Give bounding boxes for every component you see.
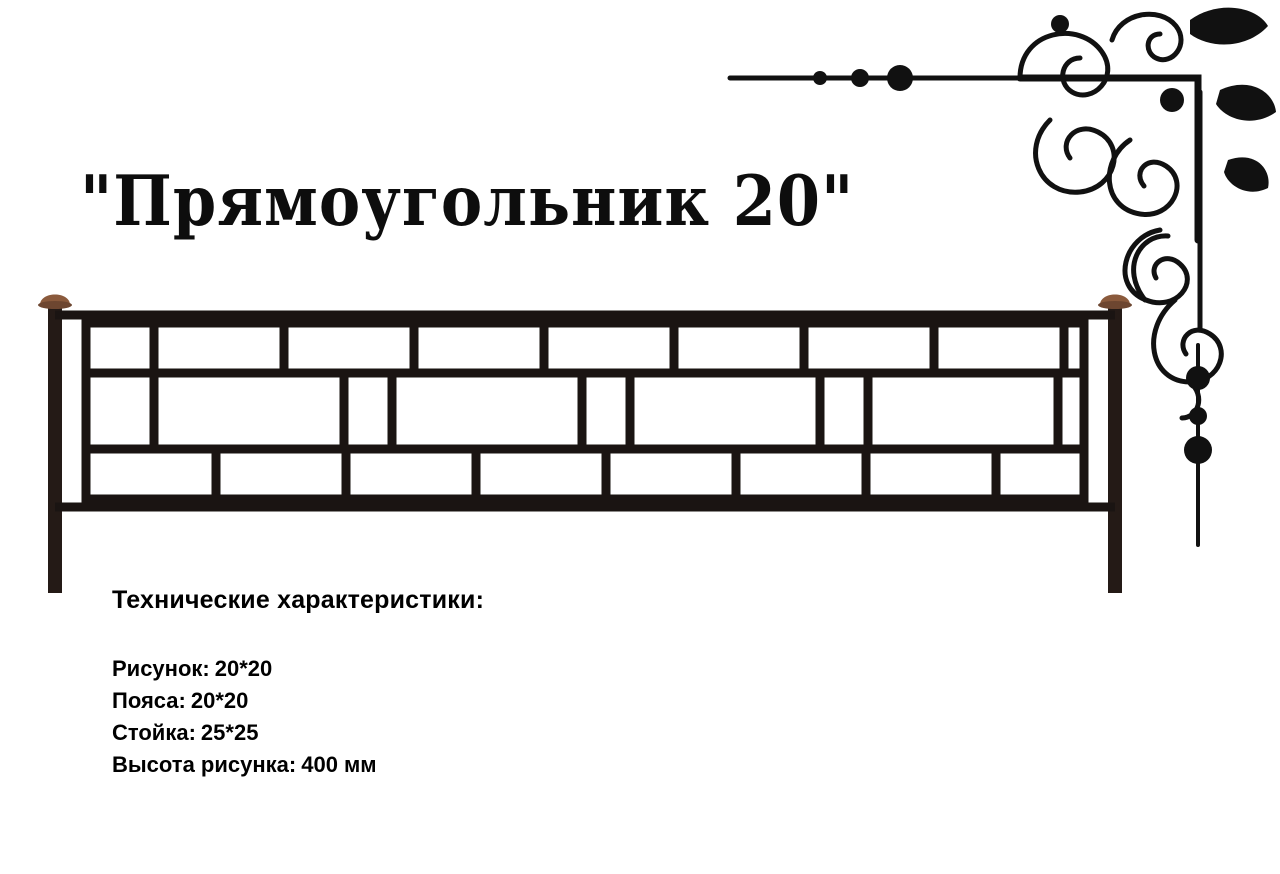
list-item <box>112 749 812 781</box>
fence-drawing <box>30 275 1170 615</box>
page-title: "Прямоугольник 20" <box>80 160 855 242</box>
spec-value: 25*25 <box>200 719 259 745</box>
spec-value: 400 мм <box>301 751 377 777</box>
spec-value: 20*20 <box>214 656 273 681</box>
spec-label: Высота рисунка: <box>112 751 297 777</box>
list-item <box>112 653 812 685</box>
tech-specs <box>112 586 812 781</box>
spec-label: Стойка: <box>112 719 196 745</box>
specs-list <box>112 653 812 781</box>
specs-heading: Технические характеристики: <box>112 586 485 614</box>
list-item <box>112 717 812 749</box>
spec-label: Пояса: <box>112 687 186 713</box>
spec-value: 20*20 <box>190 687 249 713</box>
fence-drawing-svg <box>30 275 1170 615</box>
list-item <box>112 685 812 717</box>
spec-label: Рисунок: <box>112 656 210 681</box>
fence-pattern <box>82 323 1088 499</box>
